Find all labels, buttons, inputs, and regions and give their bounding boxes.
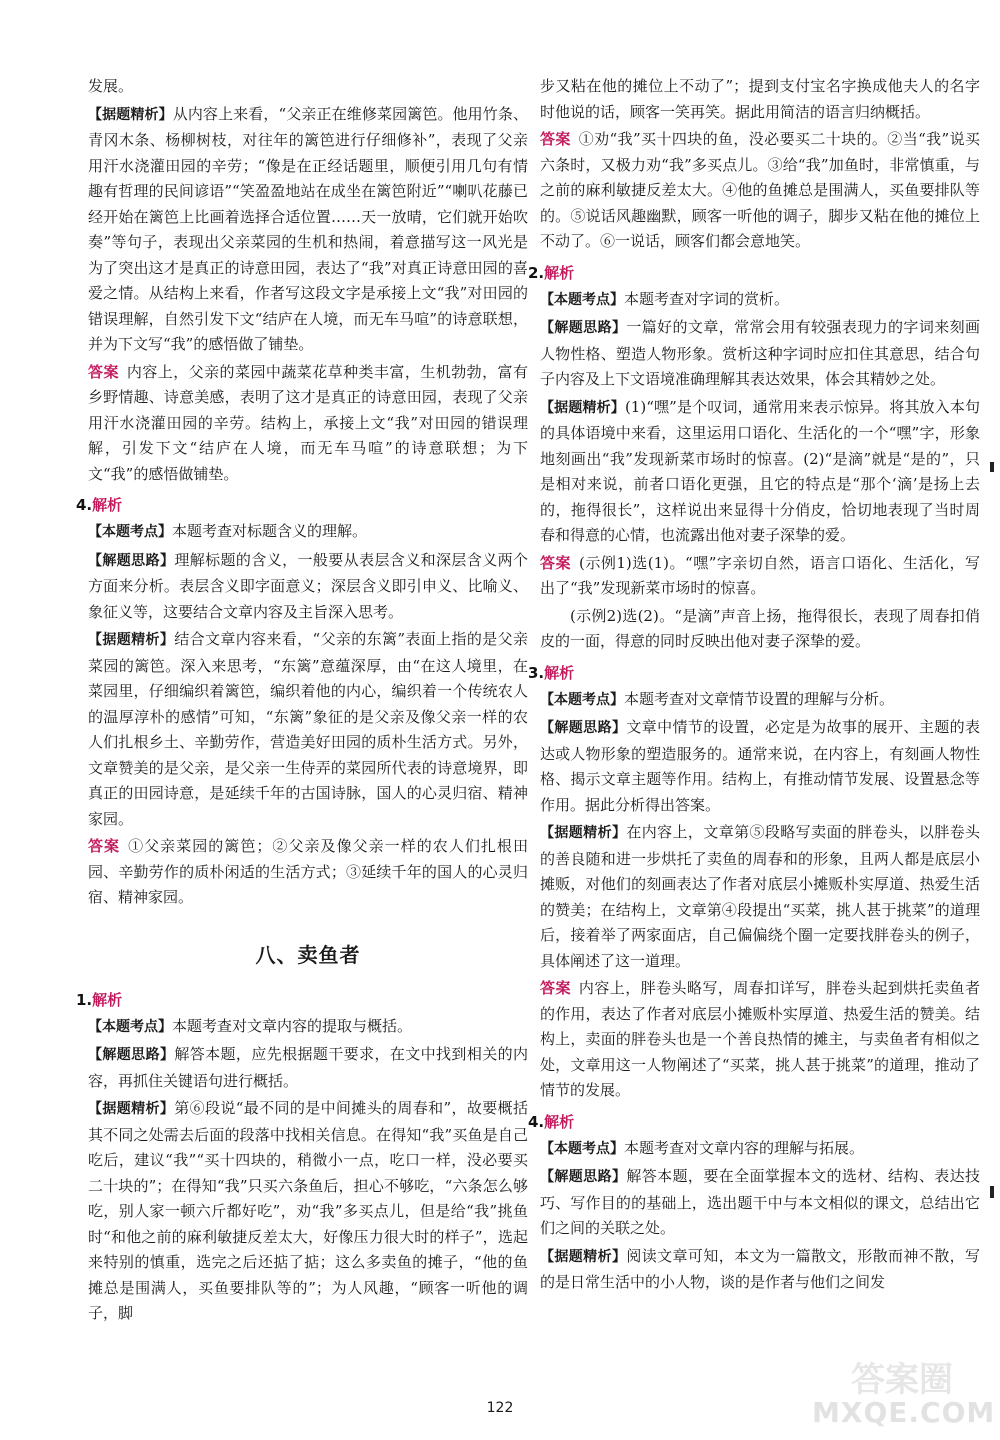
s8q1-answer-text: ①劝“我”买十四块的鱼，没必要买二十块的。②当“我”说买六条时，又极力劝“我”多买点儿。③给“我”加鱼时，非常慎重，与之前的麻利敏捷反差太大。④他的鱼摊总是围满人，买鱼要排队等的。⑤说话风趣幽默，顾客一听他的调子，脚步又粘在他的摊位上不动了。⑥一说话，顾客们都会意地笑。 <box>540 130 980 250</box>
q3-precise-analysis <box>88 102 528 358</box>
s8q2-precise-label: 【据题精析】 <box>540 399 625 416</box>
s8q1-precise-label: 【据题精析】 <box>88 1101 175 1117</box>
s8q2-answer <box>540 551 980 602</box>
section-title: 八、卖鱼者 <box>255 942 361 967</box>
q4-answer <box>88 834 528 911</box>
s8q3-number: 3. <box>528 663 545 682</box>
q4-idea <box>88 548 528 626</box>
s8q3-answer <box>540 976 980 1104</box>
s8q1-analysis-label: 解析 <box>92 990 123 1009</box>
q4-precise-label: 【据题精析】 <box>88 632 175 648</box>
s8q1-idea-text: 解答本题，应先根据题干要求，在文中找到相关的内容，再抓住关键语句进行概括。 <box>88 1045 528 1090</box>
s8q4-idea-text: 解答本题，要在全面掌握本文的选材、结构、表达技巧、写作目的的基础上，选出题干中与本文相似的课文，总结出它们之间的关联之处。 <box>540 1167 980 1237</box>
q4-answer-text: ①父亲菜园的篱笆；②父亲及像父亲一样的农人们扎根田园、辛勤劳作的质朴闲适的生活方式；③延续千年的国人的心灵归宿、精神家园。 <box>88 837 528 906</box>
q3-precise-text: 从内容上来看，“父亲正在维修菜园篱笆。他用竹条、青冈木条、杨柳树枝，对往年的篱笆进行仔细修补”，表现了父亲用汗水浇灌田园的辛劳；“像是在正经话题里，顺便引用几句有情趣有哲理的民间谚语”“笑盈盈地站在成坐在篱笆附近”“喇叭花藤已经开始在篱笆上比画着选择合适位置……天一放晴，它们就开始吹奏”等句子，表现出父亲菜园的生机和热闹，着意描写这一风光是为了突出这才是真正的诗意田园，表达了“我”对真正诗意田园的喜爱之情。从结构上来看，作者写这段文字是承接上文“我”对田园的错误理解，自然引发下文“结庐在人境，而无车马喧”的诗意联想，并为下文写“我”的感悟做了铺垫。 <box>88 104 529 353</box>
s8q4-point-text: 本题考查对文章内容的理解与拓展。 <box>624 1138 865 1157</box>
s8q1-answer-label: 答案 <box>540 130 571 148</box>
s8q1-idea-label: 【解题思路】 <box>88 1047 175 1063</box>
s8q3-answer-text: 内容上，胖卷头略写，周春扣详写，胖卷头起到烘托卖鱼者的作用，表达了作者对底层小摊贩朴实厚道、热爱生活的赞美。结构上，卖面的胖卷头也是一个善良热情的摊主，与卖鱼者有相似之处，文章用这一人物阐述了“买菜，挑人甚于挑菜”的道理，推动了情节的发展。 <box>540 979 980 1099</box>
s8q4-idea <box>540 1164 980 1242</box>
q4-precise-analysis <box>88 627 528 832</box>
s8q3-precise-analysis <box>540 820 980 974</box>
q4-answer-label: 答案 <box>88 837 121 855</box>
q4-point-label: 【本题考点】 <box>88 524 172 540</box>
watermark-logo <box>812 1352 996 1432</box>
s8q2-analysis-label: 解析 <box>544 263 575 282</box>
s8q2-idea <box>540 315 980 393</box>
s8q1-point-text: 本题考查对文章内容的提取与概括。 <box>172 1016 413 1035</box>
q3-answer <box>88 360 528 488</box>
s8q3-idea-label: 【解题思路】 <box>540 720 627 736</box>
s8q4-point <box>540 1136 980 1163</box>
s8q2-precise-analysis <box>540 395 980 549</box>
s8q1-idea <box>88 1042 528 1094</box>
s8q3-point <box>540 687 980 714</box>
q4-heading <box>76 493 528 517</box>
left-column <box>76 74 529 1329</box>
right-top-fragment: 步又粘在他的摊位上不动了”；提到支付宝名字换成他夫人的名字时他说的话，顾客一笑再笑。据此用简洁的语言归纳概括。 <box>540 77 980 121</box>
s8q2-point <box>540 287 980 314</box>
page-number: 122 <box>486 1400 514 1416</box>
s8q4-precise-analysis <box>540 1244 980 1296</box>
q3-answer-text: 内容上，父亲的菜园中蔬菜花草种类丰富，生机勃勃，富有乡野情趣、诗意美感，表明了这才是真正的诗意田园，表现了父亲用汗水浇灌田园的辛劳。结构上，承接上文“我”对田园的错误理解，引发下文“结庐在人境，而无车马喧”的诗意联想；为下文“我”的感悟做铺垫。 <box>88 362 528 483</box>
s8q4-analysis-label: 解析 <box>544 1112 575 1131</box>
q4-analysis-label: 解析 <box>92 496 123 514</box>
s8q1-precise-text: 第⑥段说“最不同的是中间摊头的周春和”，故要概括其不同之处需去后面的段落中找相关信息。在得知“我”买鱼是自己吃后，建议“我”“买十四块的，稍微小一点，吃口一样，没必要买二十块的”；在得知“我”只买六条鱼后，担心不够吃，“六条怎么够吃，别人家一顿六斤都好吃”，劝“我”多买点儿，但是给“我”挑鱼时“和他之前的麻利敏捷反差太大，好像压力很大时的样子”，选起来特别的慎重，选完之后还掂了掂；这么多卖鱼的摊子，“他的鱼摊总是围满人，买鱼要排队等的”；为人风趣，“顾客一听他的调子，脚 <box>88 1099 529 1322</box>
page-edge-mark <box>990 1186 994 1198</box>
s8q3-point-label: 【本题考点】 <box>540 691 624 708</box>
s8q2-precise-text: (1)“嘿”是个叹词，通常用来表示惊异。将其放入本句的具体语境中来看，这里运用口语化、生活化的一个“嘿”字，形象地刻画出“我”发现新菜市场时的惊喜。(2)“是滴”就是“是的”，只是相对来说，前者口语化更强，且它的特点是“那个‘滴’是扬上去的，拖得很长”，这样说出来显得十分俏皮，恰切地表现了当时周春和得意的心情，也流露出他对妻子深挚的爱。 <box>540 397 981 544</box>
s8q4-heading <box>528 1110 980 1134</box>
s8q2-answer-example2: (示例2)选(2)。“是滴”声音上扬，拖得很长，表现了周春扣俏皮的一面，得意的同时反映出他对妻子深挚的爱。 <box>540 606 980 650</box>
q4-point <box>88 519 528 546</box>
q4-precise-text: 结合文章内容来看，“父亲的东篱”表面上指的是父亲菜园的篱笆。深入来思考，“东篱”意蕴深厚，由“在这人境里，在菜园里，仔细编织着篱笆，编织着他的内心，编织着一个传统农人的温厚淳朴的感情”可知，“东篱”象征的是父亲及像父亲一样的农人们扎根乡土、辛勤劳作，营造美好田园的质朴生活方式。另外，文章赞美的是父亲，是父亲一生侍弄的菜园所代表的诗意境界，即真正的田园诗意，是延续千年的古国诗脉，国人的心灵归宿、精神家园。 <box>88 630 529 828</box>
s8q1-answer <box>540 127 980 255</box>
q4-idea-text: 理解标题的含义，一般要从表层含义和深层含义两个方面来分析。表层含义即字面意义；深层含义即引申义、比喻义、象征义等，这要结合文章内容及主旨深入思考。 <box>88 550 528 621</box>
s8q2-point-label: 【本题考点】 <box>540 291 624 308</box>
s8q2-idea-label: 【解题思路】 <box>540 320 627 336</box>
left-top-fragment: 发展。 <box>88 77 134 95</box>
s8q2-answer-label: 答案 <box>540 553 572 572</box>
s8q1-point <box>88 1014 528 1041</box>
s8q3-answer-label: 答案 <box>540 979 571 997</box>
s8q4-number: 4. <box>528 1112 545 1131</box>
s8q2-heading <box>528 261 980 285</box>
watermark-url: MXQE.COM <box>812 1396 996 1429</box>
q4-point-text: 本题考查对标题含义的理解。 <box>172 522 368 540</box>
s8q3-precise-label: 【据题精析】 <box>540 825 627 841</box>
q4-idea-label: 【解题思路】 <box>88 552 175 569</box>
right-column <box>528 74 981 1298</box>
s8q2-number: 2. <box>528 263 545 282</box>
s8q1-point-label: 【本题考点】 <box>88 1018 172 1035</box>
s8q1-number: 1. <box>76 990 93 1009</box>
s8q1-precise-analysis <box>88 1096 528 1327</box>
page-edge-mark <box>990 462 994 472</box>
s8q3-analysis-label: 解析 <box>544 663 575 682</box>
q3-answer-label: 答案 <box>88 362 119 381</box>
s8q4-precise-label: 【据题精析】 <box>540 1248 627 1265</box>
s8q4-point-label: 【本题考点】 <box>540 1140 624 1157</box>
s8q4-idea-label: 【解题思路】 <box>540 1169 627 1185</box>
q3-precise-label: 【据题精析】 <box>88 106 173 123</box>
s8q3-idea <box>540 715 980 818</box>
s8q3-heading <box>528 661 980 685</box>
s8q3-point-text: 本题考查对文章情节设置的理解与分析。 <box>624 689 895 708</box>
s8q1-heading <box>76 988 528 1012</box>
q4-number: 4. <box>76 496 93 514</box>
s8q3-precise-text: 在内容上，文章第⑤段略写卖面的胖卷头，以胖卷头的善良随和进一步烘托了卖鱼的周春和的形象，且两人都是底层小摊贩，对他们的刻画表达了作者对底层小摊贩朴实厚道、热爱生活的赞美；在结构上，文章第④段提出“买菜，挑人甚于挑菜”的道理后，接着举了两家面店，自己偏偏绕个圈一定要找胖卷头的例子，具体阐述了这一道理。 <box>540 823 980 970</box>
s8q4-precise-text: 阅读文章可知，本文为一篇散文，形散而神不散，写的是日常生活中的小人物，谈的是作者与他们之间发 <box>540 1246 980 1291</box>
watermark-text: 答案圈 <box>851 1360 953 1400</box>
s8q2-answer-text: (示例1)选(1)。“嘿”字亲切自然，语言口语化、生活化，写出了“我”发现新菜市场时的惊喜。 <box>540 553 980 597</box>
s8q3-idea-text: 文章中情节的设置，必定是为故事的展开、主题的表达或人物形象的塑造服务的。通常来说，在内容上，有刻画人物性格、揭示文章主题等作用。结构上，有推动情节发展、设置悬念等作用。据此分析得出答案。 <box>540 718 980 814</box>
s8q2-point-text: 本题考查对字词的赏析。 <box>624 289 790 308</box>
s8q2-idea-text: 一篇好的文章，常常会用有较强表现力的字词来刻画人物性格、塑造人物形象。赏析这种字词时应扣住其意思，结合句子内容及上下文语境准确理解其表达效果，体会其精妙之处。 <box>540 318 980 388</box>
